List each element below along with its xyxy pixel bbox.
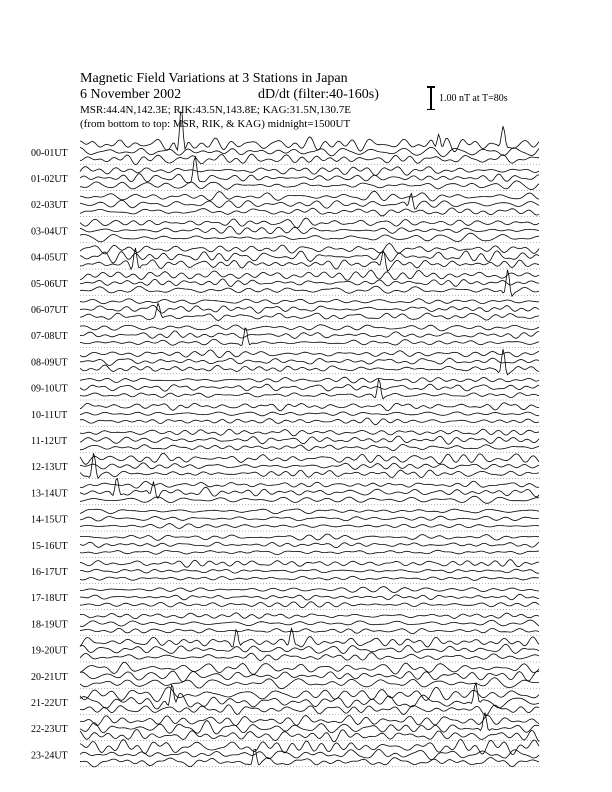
trace-kag: [80, 613, 539, 619]
trace-rik: [80, 436, 539, 444]
trace-msr: [80, 602, 539, 608]
trace-rik: [80, 620, 539, 627]
trace-msr: [80, 678, 539, 689]
row-label: 07-08UT: [31, 331, 68, 343]
filter-label: dD/dt (filter:40-160s): [258, 87, 379, 102]
trace-kag: [80, 453, 539, 464]
trace-msr: [80, 705, 539, 715]
row-label: 01-02UT: [31, 174, 68, 186]
trace-msr: [80, 181, 539, 190]
row-label: 00-01UT: [31, 147, 68, 159]
trace-kag: [80, 350, 539, 358]
row-label: 09-10UT: [31, 383, 68, 395]
row-21-22UT: [31, 683, 540, 715]
trace-kag: [80, 299, 539, 304]
row-label: 20-21UT: [31, 671, 68, 683]
row-00-01UT: [31, 112, 540, 165]
row-label: 05-06UT: [31, 278, 68, 290]
trace-msr: [80, 445, 539, 451]
row-label: 12-13UT: [31, 462, 68, 474]
trace-msr: [80, 418, 539, 425]
trace-msr: [80, 248, 539, 271]
trace-msr: [80, 233, 539, 242]
trace-msr: [80, 154, 539, 165]
trace-kag: [80, 429, 539, 436]
row-label: 03-04UT: [31, 226, 68, 238]
trace-rik: [80, 251, 539, 263]
row-06-07UT: [31, 299, 540, 322]
trace-kag: [80, 270, 539, 280]
row-22-23UT: [31, 713, 540, 742]
trace-kag: [80, 587, 539, 593]
row-label: 13-14UT: [31, 488, 68, 500]
trace-kag: [80, 715, 539, 725]
trace-rik: [80, 412, 539, 416]
trace-kag: [80, 244, 539, 255]
row-14-15UT: [31, 509, 540, 531]
row-02-03UT: [31, 191, 540, 216]
date-label: 6 November 2002: [80, 87, 182, 102]
row-label: 22-23UT: [31, 724, 68, 736]
trace-msr: [80, 628, 539, 633]
trace-rik: [80, 542, 539, 548]
trace-kag: [80, 534, 539, 540]
row-label: 02-03UT: [31, 200, 68, 212]
row-04-05UT: [31, 244, 540, 272]
order-note: (from bottom to top: MSR, RIK, & KAG) midnight=1500UT: [80, 118, 351, 130]
trace-rik: [80, 147, 539, 156]
row-18-19UT: [31, 613, 540, 636]
row-label: 17-18UT: [31, 593, 68, 605]
trace-kag: [80, 509, 539, 514]
row-09-10UT: [31, 377, 540, 400]
row-10-11UT: [31, 403, 540, 426]
trace-kag: [80, 662, 539, 674]
trace-rik: [80, 305, 539, 313]
row-05-06UT: [31, 270, 540, 296]
trace-kag: [80, 739, 539, 754]
trace-rik: [80, 749, 539, 759]
trace-rik: [80, 644, 539, 653]
trace-kag: [80, 218, 539, 228]
trace-rik: [80, 594, 539, 600]
trace-msr: [80, 524, 539, 529]
row-07-08UT: [31, 325, 540, 348]
trace-rik: [80, 384, 539, 391]
row-label: 11-12UT: [31, 436, 68, 448]
trace-kag: [80, 403, 539, 411]
trace-rik: [80, 194, 539, 210]
row-16-17UT: [31, 560, 540, 584]
row-03-04UT: [31, 218, 540, 243]
row-label: 23-24UT: [31, 750, 68, 762]
row-01-02UT: [31, 157, 540, 191]
row-23-24UT: [31, 739, 540, 767]
trace-msr: [80, 749, 539, 767]
trace-rik: [80, 358, 539, 365]
trace-rik: [80, 713, 539, 734]
row-15-16UT: [31, 534, 540, 557]
trace-kag: [80, 325, 539, 331]
chart-title: Magnetic Field Variations at 3 Stations in Japan: [80, 71, 348, 86]
trace-rik: [80, 479, 539, 499]
row-label: 16-17UT: [31, 567, 68, 579]
trace-rik: [80, 671, 539, 681]
trace-rik: [80, 463, 539, 470]
row-label: 19-20UT: [31, 645, 68, 657]
row-label: 10-11UT: [31, 409, 68, 421]
row-12-13UT: [31, 453, 540, 478]
trace-msr: [80, 550, 539, 554]
row-label: 06-07UT: [31, 305, 68, 317]
trace-msr: [80, 729, 539, 741]
trace-msr: [80, 208, 539, 216]
trace-kag: [80, 377, 539, 383]
row-13-14UT: [31, 479, 540, 505]
trace-rik: [80, 279, 539, 287]
row-label: 18-19UT: [31, 619, 68, 631]
row-label: 21-22UT: [31, 698, 68, 710]
trace-kag: [80, 560, 539, 568]
trace-kag: [80, 481, 539, 488]
trace-rik: [80, 331, 539, 339]
row-19-20UT: [31, 628, 540, 662]
row-17-18UT: [31, 587, 540, 610]
trace-rik: [80, 683, 539, 709]
trace-kag: [80, 191, 539, 201]
trace-msr: [80, 496, 539, 503]
row-label: 14-15UT: [31, 514, 68, 526]
trace-kag: [80, 167, 539, 176]
stations-label: MSR:44.4N,142.3E; RIK:43.5N,143.8E; KAG:31.5N,130.7E: [80, 104, 352, 116]
trace-msr: [80, 303, 539, 320]
trace-kag: [80, 112, 539, 152]
row-20-21UT: [31, 662, 540, 688]
row-08-09UT: [31, 349, 540, 375]
trace-msr: [80, 576, 539, 580]
trace-rik: [80, 516, 539, 521]
row-label: 15-16UT: [31, 540, 68, 552]
trace-msr: [80, 270, 539, 296]
row-label: 08-09UT: [31, 357, 68, 369]
trace-msr: [80, 653, 539, 661]
row-label: 04-05UT: [31, 252, 68, 264]
row-11-12UT: [31, 429, 540, 452]
scale-label: 1.00 nT at T=80s: [439, 93, 508, 104]
trace-rik: [80, 569, 539, 573]
